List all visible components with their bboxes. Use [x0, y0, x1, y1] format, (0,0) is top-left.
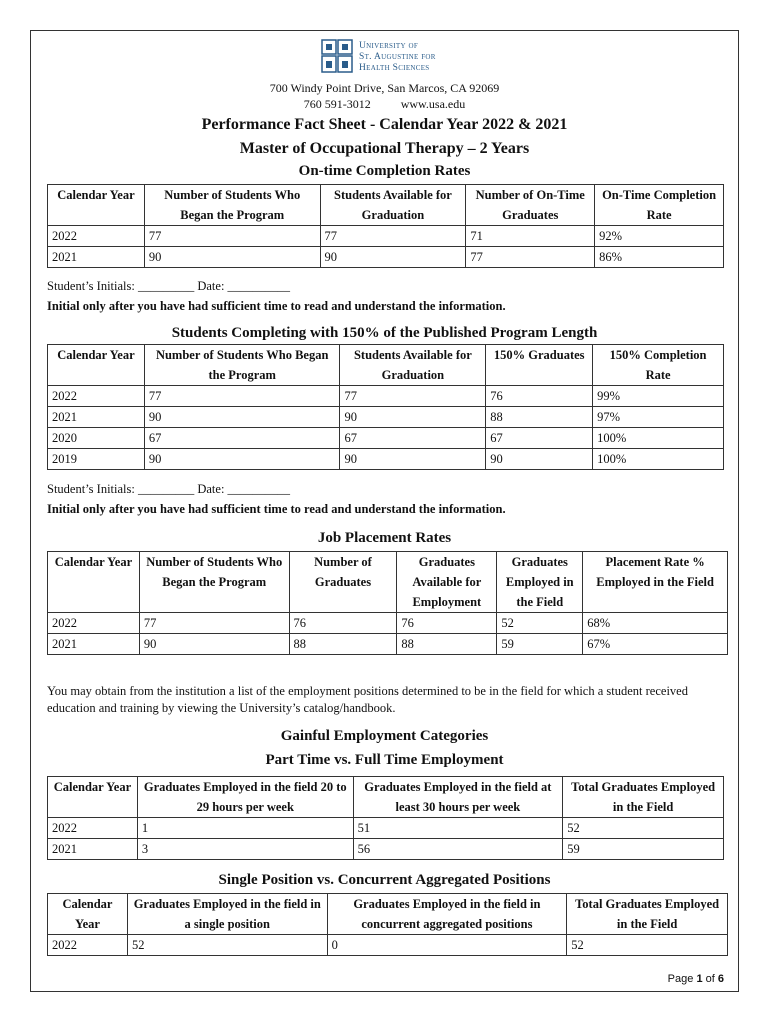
table-cell: 52: [563, 818, 724, 839]
table-row: [48, 247, 724, 268]
table-cell: 68%: [583, 613, 728, 634]
header-cell: Graduates Employed in the field at least 30 hours per week: [353, 777, 563, 818]
table-cell: 90: [144, 407, 340, 428]
address-line-2: 760 591-3012 www.usa.edu: [303, 97, 466, 111]
table-cell: 76: [397, 613, 497, 634]
table-cell: 90: [144, 247, 320, 268]
table-cell: 0: [327, 935, 567, 956]
table-header-row: [48, 894, 728, 935]
initials-line: Student’s Initials: _________ Date: __________: [47, 482, 291, 496]
table-row: [48, 386, 724, 407]
completion150-heading: Students Completing with 150% of the Published Program Length: [171, 325, 598, 341]
table-cell: 90: [340, 449, 486, 470]
table-cell: 90: [340, 407, 486, 428]
table-cell: 2020: [48, 428, 145, 449]
table-header-row: [48, 345, 724, 386]
page-number: [668, 973, 724, 985]
gainful-heading: Gainful Employment Categories: [280, 728, 489, 744]
table-row: [48, 407, 724, 428]
employment-note: You may obtain from the institution a list of the employment positions determined to be in the field for which a student received education and training by viewing the University’s catalog/handbook.: [47, 684, 688, 715]
table-cell: 77: [139, 613, 289, 634]
completion150-table: [47, 344, 724, 470]
table-cell: 77: [144, 226, 320, 247]
table-cell: 88: [289, 634, 397, 655]
initials-note: Initial only after you have had sufficient time to read and understand the information.: [47, 299, 506, 313]
header-cell: Calendar Year: [48, 552, 140, 613]
table-cell: 86%: [595, 247, 724, 268]
university-logo: [321, 39, 461, 79]
table-cell: 2022: [48, 818, 138, 839]
header-cell: Total Graduates Employed in the Field: [567, 894, 728, 935]
table-cell: 88: [486, 407, 593, 428]
table-row: [48, 839, 724, 860]
header-cell: Graduates Employed in the field in a single position: [127, 894, 327, 935]
page-word: Page: [667, 973, 694, 985]
table-cell: 2022: [48, 935, 128, 956]
table-cell: 67: [144, 428, 340, 449]
header-cell: Placement Rate % Employed in the Field: [583, 552, 728, 613]
table-cell: 88: [397, 634, 497, 655]
header-cell: 150% Graduates: [486, 345, 593, 386]
table-cell: 52: [497, 613, 583, 634]
document-page: [30, 30, 739, 992]
table-cell: 90: [486, 449, 593, 470]
table-row: [48, 818, 724, 839]
table-cell: 2022: [48, 226, 145, 247]
crest-icon: [321, 39, 353, 75]
header-cell: On-Time Completion Rate: [595, 185, 724, 226]
table-header-row: [48, 552, 728, 613]
table-cell: 92%: [595, 226, 724, 247]
header-cell: Total Graduates Employed in the Field: [563, 777, 724, 818]
header-cell: Calendar Year: [48, 345, 145, 386]
table-row: [48, 613, 728, 634]
header-cell: 150% Completion Rate: [593, 345, 724, 386]
table-cell: 100%: [593, 449, 724, 470]
initials-note: Initial only after you have had sufficient time to read and understand the information.: [47, 502, 506, 516]
single-table: [47, 893, 728, 956]
total-pages: 6: [717, 973, 724, 985]
table-header-row: [48, 777, 724, 818]
table-row: [48, 634, 728, 655]
table-row: [48, 935, 728, 956]
table-cell: 2021: [48, 247, 145, 268]
table-row: [48, 428, 724, 449]
placement-heading: Job Placement Rates: [317, 530, 452, 546]
logo-line-3: Health Sciences: [359, 63, 430, 73]
initials-line: Student’s Initials: _________ Date: __________: [47, 279, 291, 293]
header-cell: Graduates Employed in the field 20 to 29 hours per week: [137, 777, 353, 818]
table-row: [48, 449, 724, 470]
address-line-1: 700 Windy Point Drive, San Marcos, CA 92069: [269, 81, 500, 95]
table-row: [48, 226, 724, 247]
table-cell: 100%: [593, 428, 724, 449]
header-cell: Students Available for Graduation: [340, 345, 486, 386]
table-header-row: [48, 185, 724, 226]
table-cell: 1: [137, 818, 353, 839]
table-cell: 90: [144, 449, 340, 470]
table-cell: 90: [139, 634, 289, 655]
header-cell: Calendar Year: [48, 185, 145, 226]
logo-line-2: St. Augustine for: [359, 52, 436, 62]
table-cell: 76: [486, 386, 593, 407]
current-page: 1: [696, 973, 703, 985]
table-cell: 67: [340, 428, 486, 449]
table-cell: 2021: [48, 839, 138, 860]
table-cell: 99%: [593, 386, 724, 407]
table-cell: 59: [563, 839, 724, 860]
header-cell: Calendar Year: [48, 777, 138, 818]
header-cell: Students Available for Graduation: [320, 185, 466, 226]
header-cell: Number of On-Time Graduates: [466, 185, 595, 226]
gainful-table: [47, 776, 724, 860]
table-cell: 77: [320, 226, 466, 247]
table-cell: 67: [486, 428, 593, 449]
header-cell: Graduates Available for Employment: [397, 552, 497, 613]
table-cell: 2021: [48, 407, 145, 428]
logo-line-1: University of: [359, 41, 419, 51]
table-cell: 2022: [48, 386, 145, 407]
header-cell: Number of Graduates: [289, 552, 397, 613]
table-cell: 52: [567, 935, 728, 956]
header-cell: Calendar Year: [48, 894, 128, 935]
ontime-table: [47, 184, 724, 268]
of-word: of: [705, 973, 715, 985]
table-cell: 56: [353, 839, 563, 860]
table-cell: 77: [466, 247, 595, 268]
table-cell: 2022: [48, 613, 140, 634]
ontime-heading: On-time Completion Rates: [298, 163, 471, 179]
table-cell: 2019: [48, 449, 145, 470]
table-cell: 67%: [583, 634, 728, 655]
table-cell: 51: [353, 818, 563, 839]
page-title: Performance Fact Sheet - Calendar Year 2022 & 2021: [201, 116, 568, 133]
table-cell: 3: [137, 839, 353, 860]
placement-table: [47, 551, 728, 655]
table-cell: 59: [497, 634, 583, 655]
header-cell: Number of Students Who Began the Program: [144, 185, 320, 226]
header-cell: Graduates Employed in the field in concurrent aggregated positions: [327, 894, 567, 935]
table-cell: 90: [320, 247, 466, 268]
table-cell: 97%: [593, 407, 724, 428]
header-cell: Graduates Employed in the Field: [497, 552, 583, 613]
table-cell: 77: [340, 386, 486, 407]
header-cell: Number of Students Who Began the Program: [144, 345, 340, 386]
table-cell: 52: [127, 935, 327, 956]
table-cell: 76: [289, 613, 397, 634]
gainful-subheading: Part Time vs. Full Time Employment: [265, 752, 504, 768]
header-cell: Number of Students Who Began the Program: [139, 552, 289, 613]
table-cell: 71: [466, 226, 595, 247]
single-heading: Single Position vs. Concurrent Aggregated Positions: [218, 872, 551, 888]
table-cell: 2021: [48, 634, 140, 655]
program-title: Master of Occupational Therapy – 2 Years: [239, 140, 530, 157]
table-cell: 77: [144, 386, 340, 407]
